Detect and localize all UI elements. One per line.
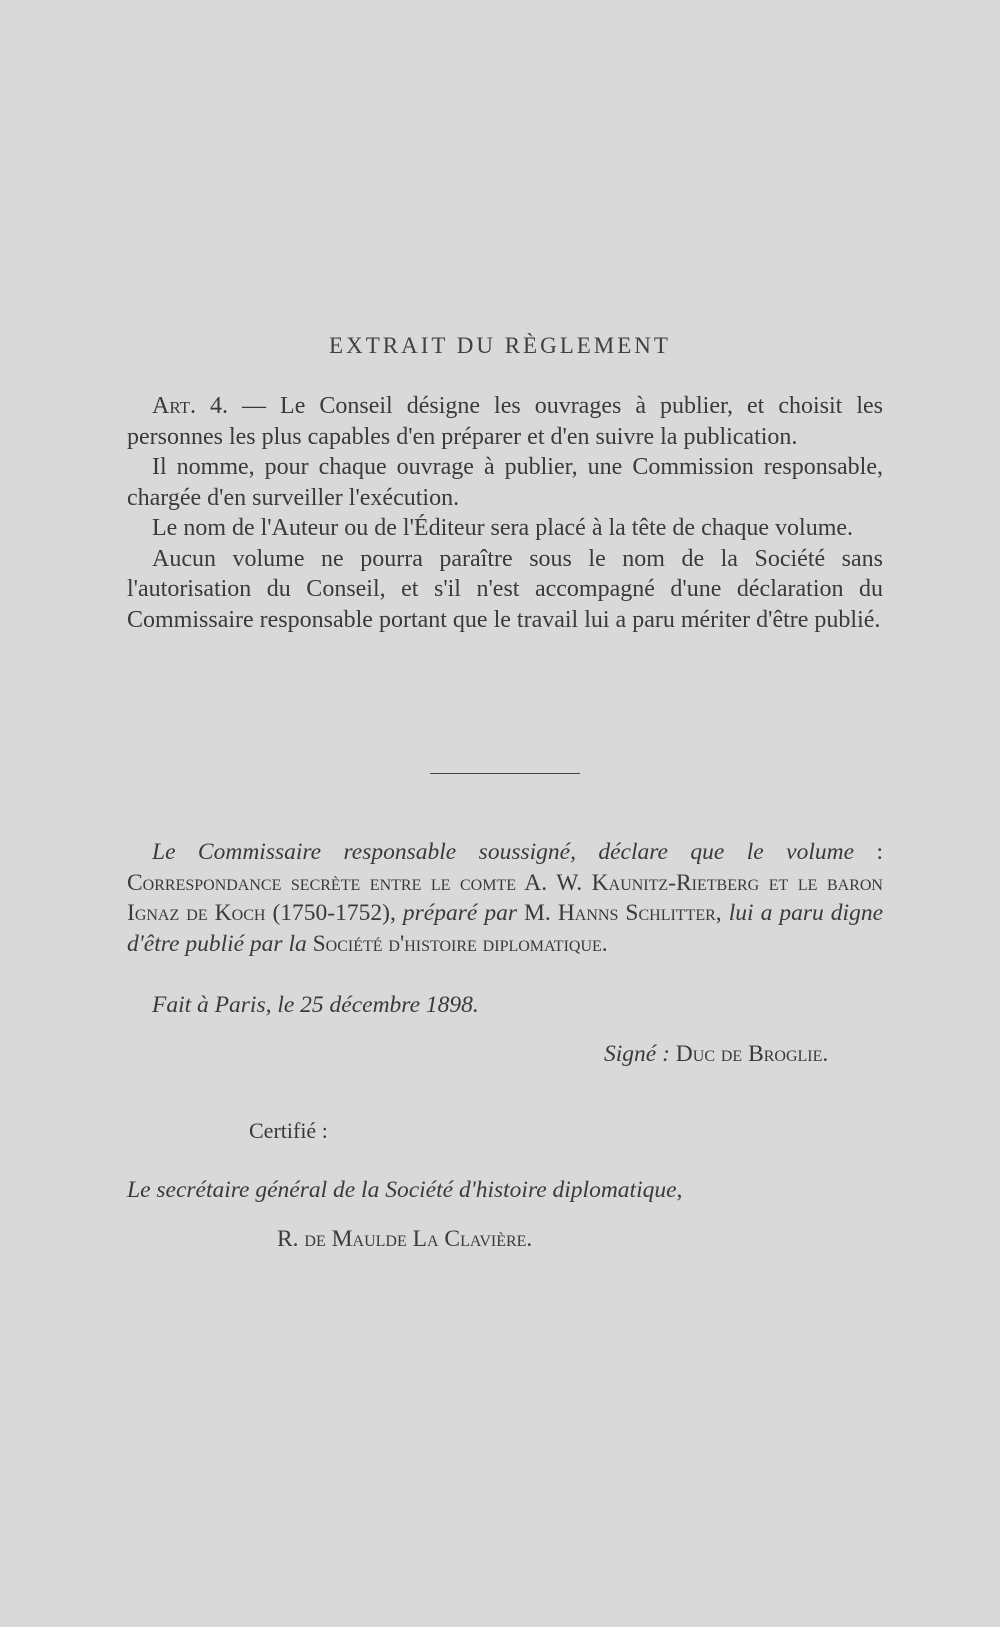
place-date: Fait à Paris, le 25 décembre 1898. bbox=[152, 992, 479, 1018]
editor-name: M. Hanns Schlitter, bbox=[516, 900, 729, 926]
declaration-block bbox=[127, 837, 883, 959]
article-paragraph-1 bbox=[127, 391, 883, 452]
article-block bbox=[127, 391, 883, 635]
verdict-text: lui a paru digne d'être publié par la bbox=[127, 900, 884, 957]
work-title: Correspondance secrète entre le comte A. W. Kaunitz-Rietberg et le baron Ignaz de Koch bbox=[127, 869, 883, 926]
article-paragraph-3: Le nom de l'Auteur ou de l'Éditeur sera placé à la tête de chaque volume. bbox=[152, 515, 854, 541]
secretary-name: R. de Maulde La Clavière. bbox=[277, 1226, 533, 1252]
separator-rule bbox=[430, 773, 580, 774]
article-text-1: — Le Conseil désigne les ouvrages à publier, et choisit les personnes les plus capables d'en préparer et d'en suivre la publication. bbox=[127, 393, 883, 450]
signature-prefix: Signé : bbox=[604, 1041, 670, 1067]
article-label: Art. 4. bbox=[152, 393, 229, 419]
declaration-paragraph bbox=[127, 837, 883, 959]
secretary-role: Le secrétaire général de la Société d'histoire diplomatique, bbox=[127, 1177, 683, 1203]
declaration-colon: : bbox=[854, 839, 883, 865]
society-name: Société d'histoire diplomatique. bbox=[306, 930, 608, 957]
article-paragraph-2: Il nomme, pour chaque ouvrage à publier, une Commission responsable, chargée d'en surveiller l'exécution. bbox=[127, 454, 883, 511]
certified-label: Certifié : bbox=[249, 1118, 328, 1143]
prepared-by: préparé par bbox=[402, 900, 517, 926]
article-paragraph-4: Aucun volume ne pourra paraître sous le nom de la Société sans l'autorisation du Conseil, et s'il n'est accompagné d'une déclaration du Commissaire responsable portant que le travail lui a paru mériter d'être publié. bbox=[127, 545, 883, 633]
page-title: EXTRAIT DU RÈGLEMENT bbox=[329, 333, 671, 358]
signature-name: Duc de Broglie. bbox=[669, 1041, 829, 1067]
declaration-intro: Le Commissaire responsable soussigné, déclare que le volume bbox=[152, 839, 855, 865]
work-dates: (1750-1752), bbox=[265, 900, 403, 926]
signature-line bbox=[604, 1041, 828, 1068]
